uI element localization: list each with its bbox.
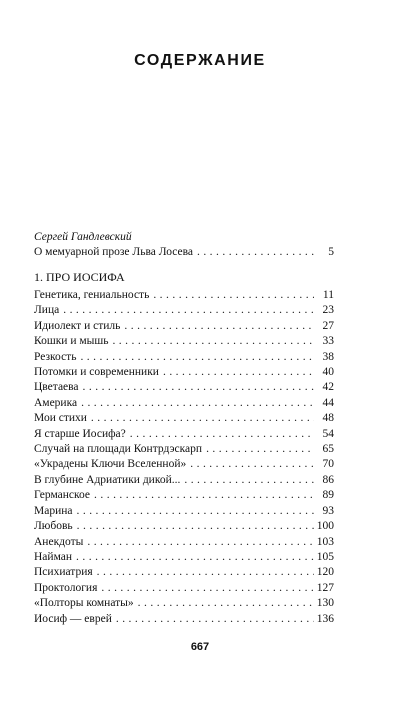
toc-entry[interactable]	[34, 457, 334, 472]
section-entry-list	[34, 288, 334, 627]
toc-entry[interactable]	[34, 612, 334, 627]
toc-entry[interactable]	[34, 334, 334, 349]
toc-leader-dots	[197, 245, 314, 260]
toc-entry[interactable]	[34, 365, 334, 380]
toc-entry-page: 54	[322, 427, 334, 440]
toc-entry[interactable]	[34, 303, 334, 318]
toc-entry-title: Резкость	[34, 350, 77, 363]
toc-entry-page: 100	[316, 520, 334, 533]
toc-entry[interactable]	[34, 519, 334, 534]
toc-entry[interactable]	[34, 427, 334, 442]
toc-entry-title: Мои стихи	[34, 412, 87, 425]
toc-entry-page: 65	[322, 443, 334, 456]
preface-author: Сергей Гандлевский	[34, 231, 132, 243]
toc-entry-page: 42	[322, 381, 334, 394]
toc-entry[interactable]	[34, 535, 334, 550]
toc-entry-title: Генетика, гениальность	[34, 289, 150, 301]
toc-entry-page: 38	[322, 350, 334, 363]
toc-leader-dots	[116, 612, 314, 627]
toc-entry[interactable]	[34, 473, 334, 488]
toc-entry-page: 86	[322, 473, 334, 486]
toc-entry-title: О мемуарной прозе Льва Лосева	[34, 246, 193, 258]
toc-leader-dots	[190, 457, 314, 472]
toc-entry[interactable]	[34, 396, 334, 411]
toc-entry-preface[interactable]	[34, 245, 334, 260]
toc-entry-title: Анекдоты	[34, 535, 84, 548]
toc-entry[interactable]	[34, 411, 334, 426]
toc-entry-page: 44	[322, 396, 334, 409]
toc-leader-dots	[94, 488, 314, 503]
toc-leader-dots	[83, 380, 314, 395]
toc-entry-page: 130	[316, 597, 334, 610]
toc-entry-page: 27	[322, 319, 334, 332]
toc-entry[interactable]	[34, 319, 334, 334]
toc-leader-dots	[138, 596, 314, 611]
toc-entry-page: 33	[322, 335, 334, 348]
toc-entry-page: 127	[316, 581, 334, 594]
toc-entry[interactable]	[34, 596, 334, 611]
toc-entry[interactable]	[34, 504, 334, 519]
toc-leader-dots	[130, 427, 314, 442]
toc-leader-dots	[97, 565, 314, 580]
toc-leader-dots	[101, 581, 314, 596]
section-heading: 1. ПРО ИОСИФА	[34, 270, 125, 284]
toc-leader-dots	[81, 396, 314, 411]
toc-leader-dots	[77, 519, 314, 534]
toc-leader-dots	[80, 350, 314, 365]
toc-entry-title: Случай на площади Контрдэскарп	[34, 443, 203, 456]
toc-entry[interactable]	[34, 581, 334, 596]
toc-entry-title: Цветаева	[34, 381, 79, 394]
preface-block	[34, 230, 334, 260]
toc-entry-title: Идиолект и стиль	[34, 319, 121, 332]
toc-entry-title: Любовь	[34, 520, 73, 533]
toc-leader-dots	[124, 319, 314, 334]
page-title: СОДЕРЖАНИЕ	[134, 52, 266, 69]
toc-entry-title: Иосиф — еврей	[34, 612, 112, 625]
toc-entry-title: Я старше Иосифа?	[34, 427, 126, 440]
toc-entry[interactable]	[34, 488, 334, 503]
toc-entry-title: Найман	[34, 550, 73, 563]
toc-entry[interactable]	[34, 565, 334, 580]
toc-leader-dots	[163, 365, 314, 380]
toc-entry-page: 40	[322, 366, 334, 379]
toc-entry-title: Германское	[34, 489, 91, 502]
toc-entry[interactable]	[34, 380, 334, 395]
toc-entry[interactable]	[34, 442, 334, 457]
toc-entry-page: 105	[316, 550, 334, 563]
toc-entry-title: Кошки и мышь	[34, 335, 109, 348]
page-number: 667	[190, 641, 210, 653]
toc-entry-title: Проктология	[34, 581, 98, 594]
toc-entry-title: Потомки и современники	[34, 366, 159, 379]
toc-entry-page: 23	[322, 304, 334, 317]
toc-entry-title: Америка	[34, 396, 78, 409]
toc-entry-title: Психиатрия	[34, 566, 93, 579]
toc-entry-page: 11	[322, 289, 334, 301]
toc-entry-page: 5	[328, 246, 334, 258]
toc-entry[interactable]	[34, 550, 334, 565]
toc-entry-page: 70	[322, 458, 334, 471]
toc-entry-page: 89	[322, 489, 334, 502]
toc-leader-dots	[112, 334, 314, 349]
toc-entry-title: «Полторы комнаты»	[34, 597, 134, 610]
toc-entry[interactable]	[34, 350, 334, 365]
toc-entry-page: 120	[316, 566, 334, 579]
toc-entry-page: 103	[316, 535, 334, 548]
toc-leader-dots	[153, 288, 314, 303]
toc-leader-dots	[91, 411, 314, 426]
toc-entry-title: «Украдены Ключи Вселенной»	[34, 458, 187, 471]
toc-entry[interactable]	[34, 288, 334, 303]
toc-leader-dots	[184, 473, 314, 488]
toc-entry-title: Лица	[34, 304, 60, 317]
toc-leader-dots	[63, 303, 314, 318]
toc-leader-dots	[87, 535, 314, 550]
toc-entry-title: Марина	[34, 504, 73, 517]
toc-entry-title: В глубине Адриатики дикой...	[34, 473, 181, 486]
toc-leader-dots	[76, 550, 314, 565]
toc-leader-dots	[206, 442, 314, 457]
toc-entry-page: 48	[322, 412, 334, 425]
toc-leader-dots	[77, 504, 315, 519]
toc-entry-page: 136	[316, 612, 334, 625]
toc-entry-page: 93	[322, 504, 334, 517]
